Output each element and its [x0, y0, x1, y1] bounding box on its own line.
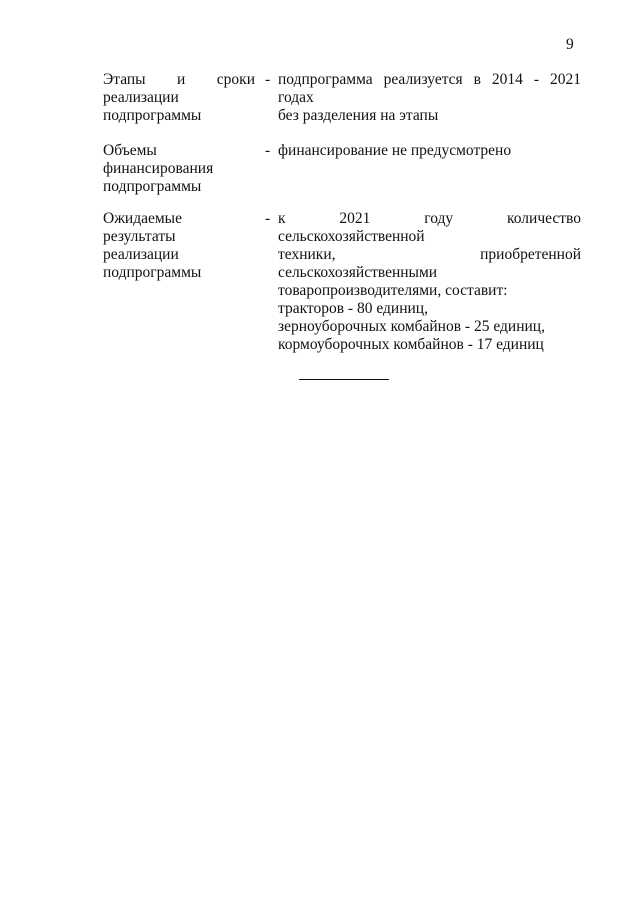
value-line: финансирование не предусмотрено	[278, 142, 512, 159]
row-dash: -	[265, 210, 271, 227]
label-line: финансирования	[103, 160, 214, 177]
row-dash: -	[265, 71, 271, 88]
value-line: к 2021 году количество сельскохозяйственной	[278, 210, 581, 245]
value-line: кормоуборочных комбайнов - 17 единиц	[278, 336, 544, 353]
label-line: подпрограммы	[103, 178, 202, 195]
value-line: зерноуборочных комбайнов - 25 единиц,	[278, 318, 545, 335]
label-line: Объемы	[103, 142, 157, 159]
label-line: подпрограммы	[103, 107, 202, 124]
label-line: Этапы и сроки	[103, 71, 255, 88]
value-line: без разделения на этапы	[278, 107, 439, 124]
row-value	[278, 142, 581, 160]
label-line: подпрограммы	[103, 264, 202, 281]
label-line: реализации	[103, 89, 179, 106]
row-label	[103, 71, 255, 125]
row-value	[278, 71, 581, 125]
value-line: товаропроизводителями, составит:	[278, 282, 508, 299]
label-line: реализации	[103, 246, 179, 263]
row-value	[278, 210, 581, 354]
row-label	[103, 210, 255, 282]
page-number: 9	[566, 36, 574, 53]
label-line: результаты	[103, 228, 176, 245]
value-line: сельскохозяйственными	[278, 264, 438, 281]
value-line: тракторов - 80 единиц,	[278, 300, 428, 317]
row-dash: -	[265, 142, 271, 159]
row-label	[103, 142, 255, 196]
value-line: техники, приобретенной	[278, 246, 581, 263]
value-line: подпрограмма реализуется в 2014 - 2021 годах	[278, 71, 581, 106]
label-line: Ожидаемые	[103, 210, 182, 227]
end-of-document-rule	[299, 379, 389, 380]
